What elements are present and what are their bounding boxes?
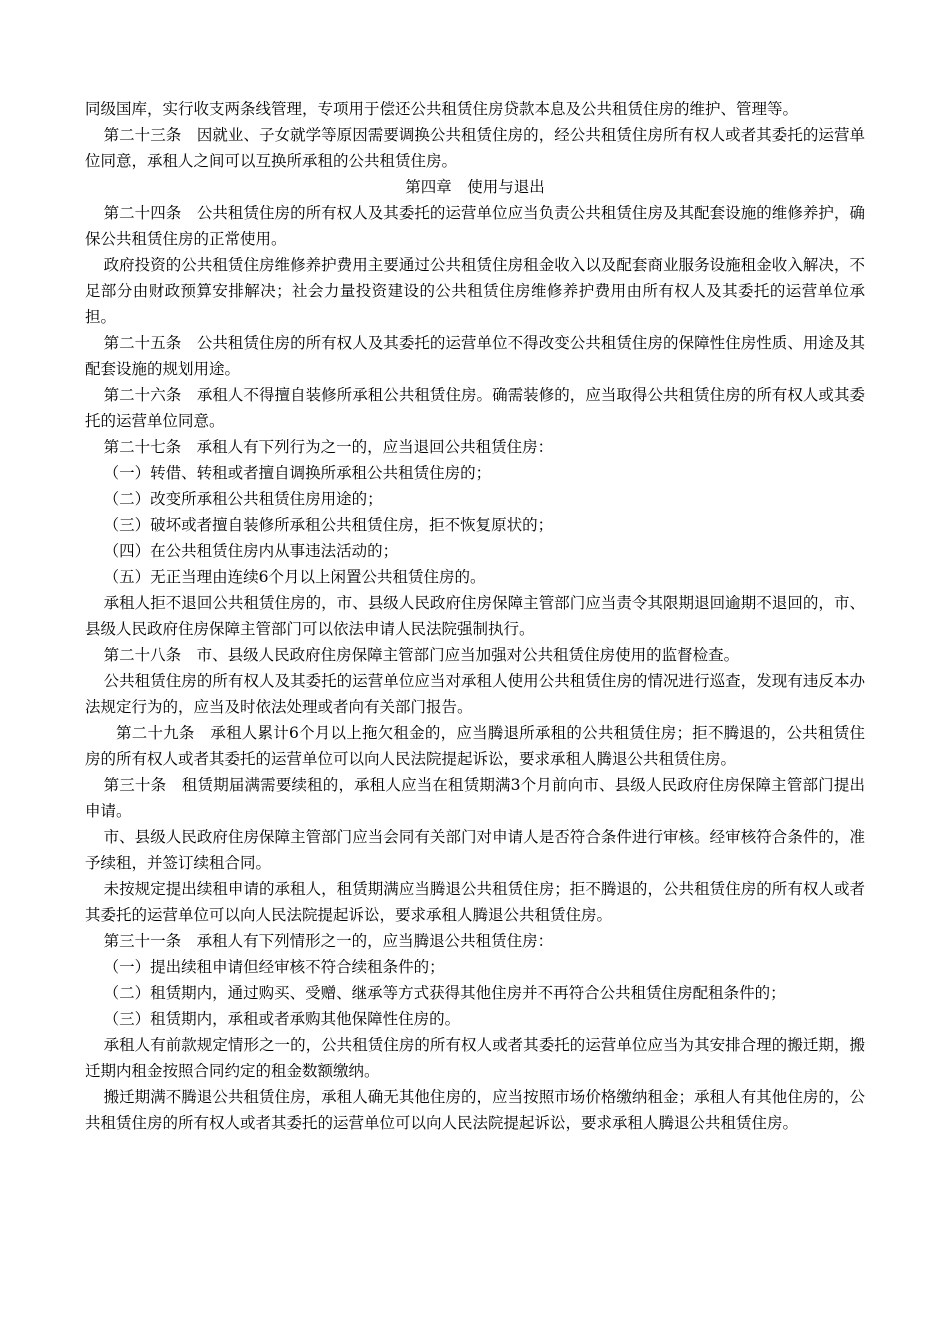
article-25: 第二十五条 公共租赁住房的所有权人及其委托的运营单位不得改变公共租赁住房的保障性住房性质、用途及其配套设施的规划用途。 [85,334,865,378]
article-31-item-2: （二）租赁期内，通过购买、受赠、继承等方式获得其他住房并不再符合公共租赁住房配租条件的； [103,984,786,1002]
article-31: 第三十一条 承租人有下列情形之一的，应当腾退公共租赁住房： [103,932,554,950]
article-30-para-3: 未按规定提出续租申请的承租人，租赁期满应当腾退公共租赁住房；拒不腾退的，公共租赁住房的所有权人或者其委托的运营单位可以向人民法院提起诉讼，要求承租人腾退公共租赁住房。 [85,880,865,924]
article-23: 第二十三条 因就业、子女就学等原因需要调换公共租赁住房的，经公共租赁住房所有权人或者其委托的运营单位同意，承租人之间可以互换所承租的公共租赁住房。 [85,126,865,170]
article-27-para-2: 承租人拒不退回公共租赁住房的，市、县级人民政府住房保障主管部门应当责令其限期退回逾期不退回的，市、县级人民政府住房保障主管部门可以依法申请人民法院强制执行。 [85,594,865,638]
article-30-para-2: 市、县级人民政府住房保障主管部门应当会同有关部门对申请人是否符合条件进行审核。经审核符合条件的，准予续租，并签订续租合同。 [85,828,865,872]
article-24-para-2: 政府投资的公共租赁住房维修养护费用主要通过公共租赁住房租金收入以及配套商业服务设施租金收入解决，不足部分由财政预算安排解决；社会力量投资建设的公共租赁住房维修养护费用由所有权人及其委托的运营单位承担。 [85,256,865,326]
article-30: 第三十条 租赁期届满需要续租的，承租人应当在租赁期满3个月前向市、县级人民政府住房保障主管部门提出申请。 [85,776,865,820]
article-29: 第二十九条 承租人累计6个月以上拖欠租金的，应当腾退所承租的公共租赁住房；拒不腾退的，公共租赁住房的所有权人或者其委托的运营单位可以向人民法院提起诉讼，要求承租人腾退公共租赁住房。 [85,724,865,768]
chapter-4-heading: 第四章 使用与退出 [405,178,545,196]
article-27: 第二十七条 承租人有下列行为之一的，应当退回公共租赁住房： [103,438,554,456]
article-28: 第二十八条 市、县级人民政府住房保障主管部门应当加强对公共租赁住房使用的监督检查。 [103,646,740,664]
article-24: 第二十四条 公共租赁住房的所有权人及其委托的运营单位应当负责公共租赁住房及其配套设施的维修养护，确保公共租赁住房的正常使用。 [85,204,865,248]
article-28-para-2: 公共租赁住房的所有权人及其委托的运营单位应当对承租人使用公共租赁住房的情况进行巡查，发现有违反本办法规定行为的，应当及时依法处理或者向有关部门报告。 [85,672,865,716]
article-27-item-5: （五）无正当理由连续6个月以上闲置公共租赁住房的。 [103,568,486,586]
article-26: 第二十六条 承租人不得擅自装修所承租公共租赁住房。确需装修的，应当取得公共租赁住房的所有权人或其委托的运营单位同意。 [85,386,865,430]
article-31-item-1: （一）提出续租申请但经审核不符合续租条件的； [103,958,445,976]
article-27-item-2: （二）改变所承租公共租赁住房用途的； [103,490,383,508]
article-31-item-3: （三）租赁期内，承租或者承购其他保障性住房的。 [103,1010,461,1028]
article-27-item-4: （四）在公共租赁住房内从事违法活动的； [103,542,399,560]
document-page [85,96,865,1136]
article-27-item-1: （一）转借、转租或者擅自调换所承租公共租赁住房的； [103,464,492,482]
paragraph-continuation: 同级国库，实行收支两条线管理，专项用于偿还公共租赁住房贷款本息及公共租赁住房的维护、管理等。 [85,100,799,118]
article-31-para-3: 搬迁期满不腾退公共租赁住房，承租人确无其他住房的，应当按照市场价格缴纳租金；承租人有其他住房的，公共租赁住房的所有权人或者其委托的运营单位可以向人民法院提起诉讼，要求承租人腾退公共租赁住房。 [85,1088,865,1132]
article-31-para-2: 承租人有前款规定情形之一的，公共租赁住房的所有权人或者其委托的运营单位应当为其安排合理的搬迁期，搬迁期内租金按照合同约定的租金数额缴纳。 [85,1036,865,1080]
article-27-item-3: （三）破坏或者擅自装修所承租公共租赁住房，拒不恢复原状的； [103,516,554,534]
